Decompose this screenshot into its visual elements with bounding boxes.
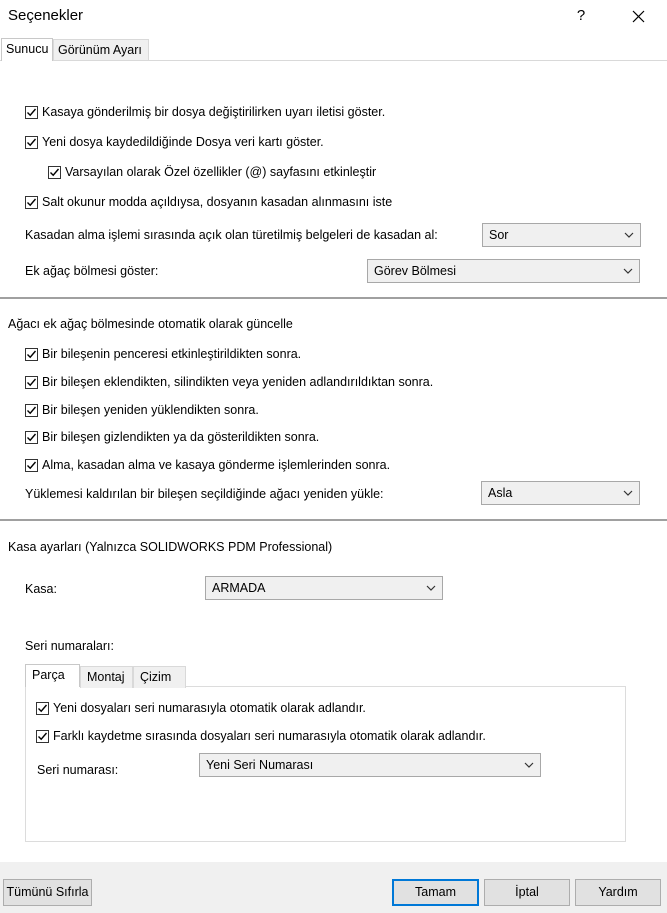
on-vault-ops-label: Alma, kasadan alma ve kasaya gönderme işlemlerinden sonra. [42, 458, 391, 472]
reload-tree-label: Yüklemesi kaldırılan bir bileşen seçildiğinde ağacı yeniden yükle: [25, 487, 384, 501]
on-reload-checkbox[interactable] [25, 403, 259, 417]
name-save-as-label: Farklı kaydetme sırasında dosyaları seri numarasıyla otomatik olarak adlandır. [53, 729, 486, 743]
tab-gorunum-ayari[interactable]: Görünüm Ayarı [53, 39, 149, 61]
vault-select[interactable] [205, 576, 443, 600]
on-hide-show-label: Bir bileşen gizlendikten ya da gösterildikten sonra. [42, 430, 320, 444]
checkmark-icon [26, 349, 37, 360]
chevron-down-icon [624, 231, 634, 239]
checkbox-box[interactable] [48, 166, 61, 179]
checkbox-box[interactable] [25, 196, 38, 209]
checkbox-box[interactable] [36, 730, 49, 743]
reload-tree-select[interactable] [481, 481, 640, 505]
on-activate-label: Bir bileşenin penceresi etkinleştirildikten sonra. [42, 347, 302, 361]
checkbox-box[interactable] [25, 106, 38, 119]
section-divider [0, 297, 667, 299]
tab-parca[interactable]: Parça [25, 664, 80, 687]
reset-all-button[interactable]: Tümünü Sıfırla [3, 879, 92, 906]
derived-docs-select[interactable] [482, 223, 641, 247]
checkmark-icon [26, 197, 37, 208]
checkbox-box[interactable] [36, 702, 49, 715]
checkbox-box[interactable] [25, 404, 38, 417]
derived-docs-label: Kasadan alma işlemi sırasında açık olan türetilmiş belgeleri de kasadan al: [25, 228, 438, 242]
serial-numbers-heading: Seri numaraları: [25, 639, 114, 653]
on-activate-checkbox[interactable] [25, 347, 301, 361]
enable-custom-props-label: Varsayılan olarak Özel özellikler (@) sayfasını etkinleştir [65, 165, 377, 179]
tab-montaj[interactable]: Montaj [80, 666, 133, 688]
checkbox-box[interactable] [25, 376, 38, 389]
derived-docs-value: Sor [489, 228, 509, 242]
serial-number-select[interactable] [199, 753, 541, 777]
reload-tree-value: Asla [488, 486, 513, 500]
checkmark-icon [37, 703, 48, 714]
checkmark-icon [26, 137, 37, 148]
name-save-as-checkbox[interactable] [36, 729, 486, 743]
vault-value: ARMADA [212, 581, 266, 595]
checkbox-box[interactable] [25, 431, 38, 444]
ok-button[interactable]: Tamam [392, 879, 479, 906]
show-datacard-checkbox[interactable] [25, 135, 324, 149]
window-title: Seçenekler [8, 7, 84, 24]
checkout-readonly-label: Salt okunur modda açıldıysa, dosyanın kasadan alınmasını iste [42, 195, 393, 209]
section-divider [0, 519, 667, 521]
checkmark-icon [26, 460, 37, 471]
vault-label: Kasa: [25, 582, 57, 596]
vault-settings-heading: Kasa ayarları (Yalnızca SOLIDWORKS PDM Professional) [8, 540, 333, 554]
checkout-readonly-checkbox[interactable] [25, 195, 392, 209]
checkbox-box[interactable] [25, 348, 38, 361]
sub-pane-value: Görev Bölmesi [374, 264, 456, 278]
on-add-delete-checkbox[interactable] [25, 375, 433, 389]
checkmark-icon [37, 731, 48, 742]
checkmark-icon [26, 405, 37, 416]
warn-checkin-label: Kasaya gönderilmiş bir dosya değiştirilirken uyarı iletisi göster. [42, 105, 386, 119]
enable-custom-props-checkbox[interactable] [48, 165, 376, 179]
on-vault-ops-checkbox[interactable] [25, 458, 390, 472]
chevron-down-icon [623, 267, 633, 275]
serial-number-label: Seri numarası: [37, 763, 119, 777]
chevron-down-icon [426, 584, 436, 592]
on-reload-label: Bir bileşen yeniden yüklendikten sonra. [42, 403, 259, 417]
sub-pane-select[interactable] [367, 259, 640, 283]
help-button[interactable]: ? [576, 7, 586, 24]
chevron-down-icon [623, 489, 633, 497]
cancel-button[interactable]: İptal [484, 879, 570, 906]
checkmark-icon [26, 107, 37, 118]
checkmark-icon [49, 167, 60, 178]
close-button[interactable] [624, 2, 652, 30]
checkmark-icon [26, 377, 37, 388]
on-add-delete-label: Bir bileşen eklendikten, silindikten veya yeniden adlandırıldıktan sonra. [42, 375, 434, 389]
tree-update-heading: Ağacı ek ağaç bölmesinde otomatik olarak güncelle [8, 317, 293, 331]
tab-cizim[interactable]: Çizim [133, 666, 186, 688]
on-hide-show-checkbox[interactable] [25, 430, 319, 444]
name-new-files-label: Yeni dosyaları seri numarasıyla otomatik olarak adlandır. [53, 701, 366, 715]
chevron-down-icon [524, 761, 534, 769]
checkmark-icon [26, 432, 37, 443]
name-new-files-checkbox[interactable] [36, 701, 366, 715]
sub-pane-label: Ek ağaç bölmesi göster: [25, 264, 159, 278]
checkbox-box[interactable] [25, 136, 38, 149]
warn-checkin-checkbox[interactable] [25, 105, 385, 119]
show-datacard-label: Yeni dosya kaydedildiğinde Dosya veri kartı göster. [42, 135, 324, 149]
checkbox-box[interactable] [25, 459, 38, 472]
tab-sunucu[interactable]: Sunucu [1, 38, 53, 61]
help-dialog-button[interactable]: Yardım [575, 879, 661, 906]
serial-number-value: Yeni Seri Numarası [206, 758, 314, 772]
close-icon [632, 10, 645, 23]
